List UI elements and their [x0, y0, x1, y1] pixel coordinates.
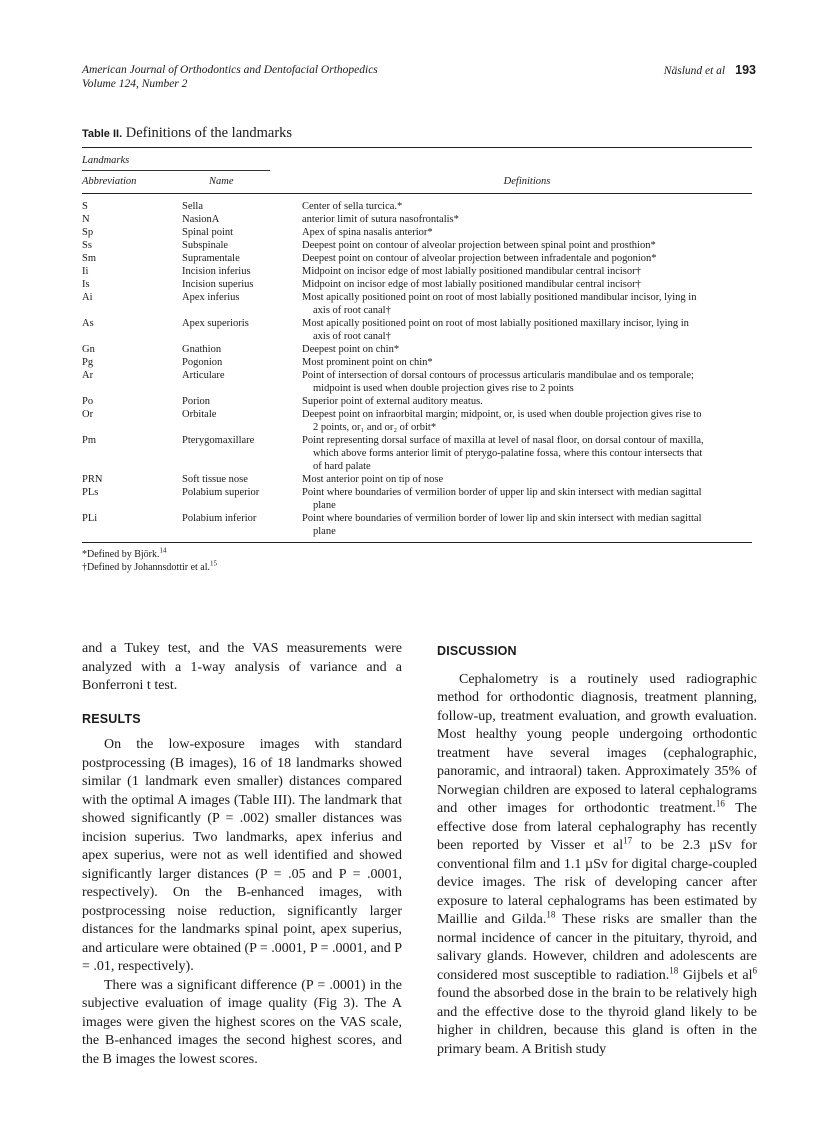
column-header-name: Name	[209, 176, 234, 187]
landmark-name: Porion	[182, 396, 211, 407]
results-heading: RESULTS	[82, 711, 141, 726]
citation: 18	[669, 964, 679, 975]
landmark-name: Supramentale	[182, 253, 240, 264]
citation: 6	[752, 964, 757, 975]
landmarks-table	[82, 147, 752, 574]
table-row	[82, 369, 752, 395]
landmark-name: Soft tissue nose	[182, 474, 248, 485]
landmark-name: Polabium superior	[182, 487, 260, 498]
landmark-name: Sella	[182, 201, 203, 212]
discussion-paragraph-1: Cephalometry is a routinely used radiographic method for orthodontic diagnosis, treatment planning, follow-up, treatment evaluation, and growth evaluation. Most healthy young people undergoing orthodontic treatment have several images (cephalographic, panoramic, and intraoral) taken. Approximately 35% of Norwegian children are exposed to lateral cephalograms and other images for orthodontic treatment.$^{16}$ The effective dose from lateral cephalography has recently been reported by Visser et $al^{17}$ to be 2.3 µSv for conventional film and 1.1 µSv for digital charge-coupled device images. The risk of developing cancer after exposure to lateral cephalograms has been estimated by Maillie and Gilda.$^{18}$ These risks are smaller than the normal incidence of cancer in the pituitary, thyroid, and salivary glands. However, children and adolescents are considered most susceptible to radiation.$^{18}$ Gijbels et $al^6$ found the absorbed dose in the brain to be relatively high and the effective dose to the thyroid gland likely to be higher in children, because this gland is often in the primary beam. A British study	[437, 671, 757, 1057]
citation: 18	[546, 909, 556, 920]
citation: 16	[715, 798, 725, 809]
page-header-right	[664, 63, 756, 78]
landmark-definition: Midpoint on incisor edge of most labially positioned mandibular central incisor†	[302, 266, 641, 277]
landmark-definition: Point where boundaries of vermilion border of upper lip and skin intersect with median sagittal plane	[302, 487, 702, 511]
landmark-definition: anterior limit of sutura nasofrontalis*	[302, 214, 459, 225]
results-paragraph-1: On the low-exposure images with standard postprocessing (B images), 16 of 18 landmarks showed similar (1 landmark even smaller) distances compared with the optimal A images (Table III). The landmark that showed significantly (P = .002) smaller distances was incision superius. Two landmarks, apex inferius and apex superius, were not as well identified and showed significantly larger distances (P = .05 and P = .0001, respectively). On the B-enhanced images, with postprocessing noise reduction, significantly larger distances for the landmarks spinal point, apex superius, and articulare were obtained (P = .0001, P = .0001, and P = .01, respectively).	[82, 737, 402, 974]
table-row	[82, 239, 752, 252]
results-paragraph-2: There was a significant difference (P = .0001) in the subjective evaluation of image quality (Fig 3). The A images were given the highest scores on the VAS scale, the B-enhanced images the second highest scores, and the B images the lowest scores.	[82, 977, 402, 1067]
landmark-definition: Deepest point on contour of alveolar projection between infradentale and pogonion*	[302, 253, 657, 264]
landmark-abbreviation: S	[82, 201, 88, 212]
landmark-definition: Deepest point on contour of alveolar projection between spinal point and prosthion*	[302, 240, 656, 251]
landmark-name: Spinal point	[182, 227, 234, 238]
landmark-name: Incision inferius	[182, 266, 251, 277]
landmark-abbreviation: Sp	[82, 227, 94, 238]
table-row	[82, 356, 752, 369]
landmark-abbreviation: Pm	[82, 435, 97, 446]
table-row	[82, 395, 752, 408]
author-names: Näslund et al	[663, 65, 726, 77]
journal-volume: Volume 124, Number 2	[82, 78, 188, 90]
landmark-abbreviation: Sm	[82, 253, 97, 264]
landmark-definition: Deepest point on infraorbital margin; midpoint, or, is used when double projection gives rise to 2 points, or₁ and or₂ of orbit*	[302, 409, 702, 433]
landmark-definition: Apex of spina nasalis anterior*	[302, 227, 433, 238]
landmark-abbreviation: As	[82, 318, 94, 329]
landmark-abbreviation: Gn	[82, 344, 95, 355]
landmark-abbreviation: Is	[82, 279, 90, 290]
landmark-name: Apex inferius	[182, 292, 240, 303]
landmark-definition: Point of intersection of dorsal contours of processus articularis mandibulae and os temporale; midpoint is used when double projection gives rise to 2 points	[302, 370, 694, 394]
table-column-headers	[82, 171, 752, 193]
landmark-name: Orbitale	[182, 409, 217, 420]
table-row	[82, 291, 752, 317]
landmark-name: Articulare	[182, 370, 225, 381]
landmark-abbreviation: Or	[82, 409, 94, 420]
table-row	[82, 317, 752, 343]
landmark-abbreviation: Ii	[82, 266, 89, 277]
table-row	[82, 486, 752, 512]
landmark-abbreviation: PLi	[82, 513, 98, 524]
table-row	[82, 408, 752, 434]
running-head	[82, 63, 756, 91]
landmark-definition: Midpoint on incisor edge of most labially positioned mandibular central incisor†	[302, 279, 641, 290]
discussion-heading: DISCUSSION	[437, 644, 517, 658]
landmark-definition: Most anterior point on tip of nose	[302, 474, 444, 485]
landmark-abbreviation: Pg	[82, 357, 94, 368]
landmark-name: Polabium inferior	[182, 513, 257, 524]
table-row	[82, 265, 752, 278]
landmark-definition: Point where boundaries of vermilion border of lower lip and skin intersect with median sagittal plane	[302, 513, 702, 537]
landmark-abbreviation: PLs	[82, 487, 99, 498]
table-title: Definitions of the landmarks	[125, 125, 293, 141]
table-row	[82, 200, 752, 213]
table-row	[82, 226, 752, 239]
table-row	[82, 473, 752, 486]
landmark-name: Subspinale	[182, 240, 229, 251]
footnote-bjork: *Defined by Björk.$^{14}$	[82, 546, 167, 560]
table-label: Table II.	[82, 128, 123, 140]
landmark-abbreviation: N	[82, 214, 90, 225]
table-row	[82, 278, 752, 291]
page-number: 193	[735, 63, 756, 77]
table-body	[82, 194, 752, 542]
left-text-column	[82, 640, 402, 1069]
landmark-abbreviation: PRN	[82, 474, 103, 485]
citation: 17	[623, 835, 633, 846]
table-bottom-rule	[82, 542, 752, 543]
landmark-definition: Deepest point on chin*	[302, 344, 400, 355]
table-row	[82, 512, 752, 538]
column-header-abbreviation: Abbreviation	[82, 176, 137, 187]
landmark-abbreviation: Ss	[82, 240, 92, 251]
table-row	[82, 252, 752, 265]
landmark-name: Apex superioris	[182, 318, 249, 329]
table-group-header: Landmarks	[82, 155, 130, 166]
landmark-name: NasionA	[182, 214, 220, 225]
landmark-name: Incision superius	[182, 279, 254, 290]
landmark-abbreviation: Ai	[82, 292, 93, 303]
column-header-definitions: Definitions	[503, 176, 551, 187]
table-row	[82, 213, 752, 226]
landmark-name: Pogonion	[182, 357, 223, 368]
table-caption	[82, 125, 292, 142]
landmark-name: Pterygomaxillare	[182, 435, 255, 446]
methods-continuation: and a Tukey test, and the VAS measurements were analyzed with a 1-way analysis of variance and a Bonferroni t test.	[82, 641, 402, 693]
landmark-definition: Most apically positioned point on root of most labially positioned maxillary incisor, lying in axis of root canal†	[302, 318, 689, 342]
landmark-definition: Most prominent point on chin*	[302, 357, 433, 368]
table-row	[82, 343, 752, 356]
landmark-definition: Most apically positioned point on root of most labially positioned mandibular incisor, lying in axis of root canal†	[302, 292, 697, 316]
landmark-definition: Superior point of external auditory meatus.	[302, 396, 483, 407]
right-text-column	[437, 640, 757, 1059]
journal-title: American Journal of Orthodontics and Dentofacial Orthopedics	[82, 64, 378, 76]
table-footnotes	[82, 548, 752, 574]
landmark-abbreviation: Po	[82, 396, 94, 407]
landmark-abbreviation: Ar	[82, 370, 94, 381]
landmark-definition: Center of sella turcica.*	[302, 201, 403, 212]
landmark-name: Gnathion	[182, 344, 222, 355]
landmark-definition: Point representing dorsal surface of maxilla at level of nasal floor, on dorsal contour of maxilla, which above forms anterior limit of pterygo-palatine fossa, where this contour intersects that of hard palate	[302, 435, 704, 472]
footnote-johannsdottir: †Defined by Johannsdottir et al.$^{15}$	[82, 559, 218, 573]
table-row	[82, 434, 752, 473]
